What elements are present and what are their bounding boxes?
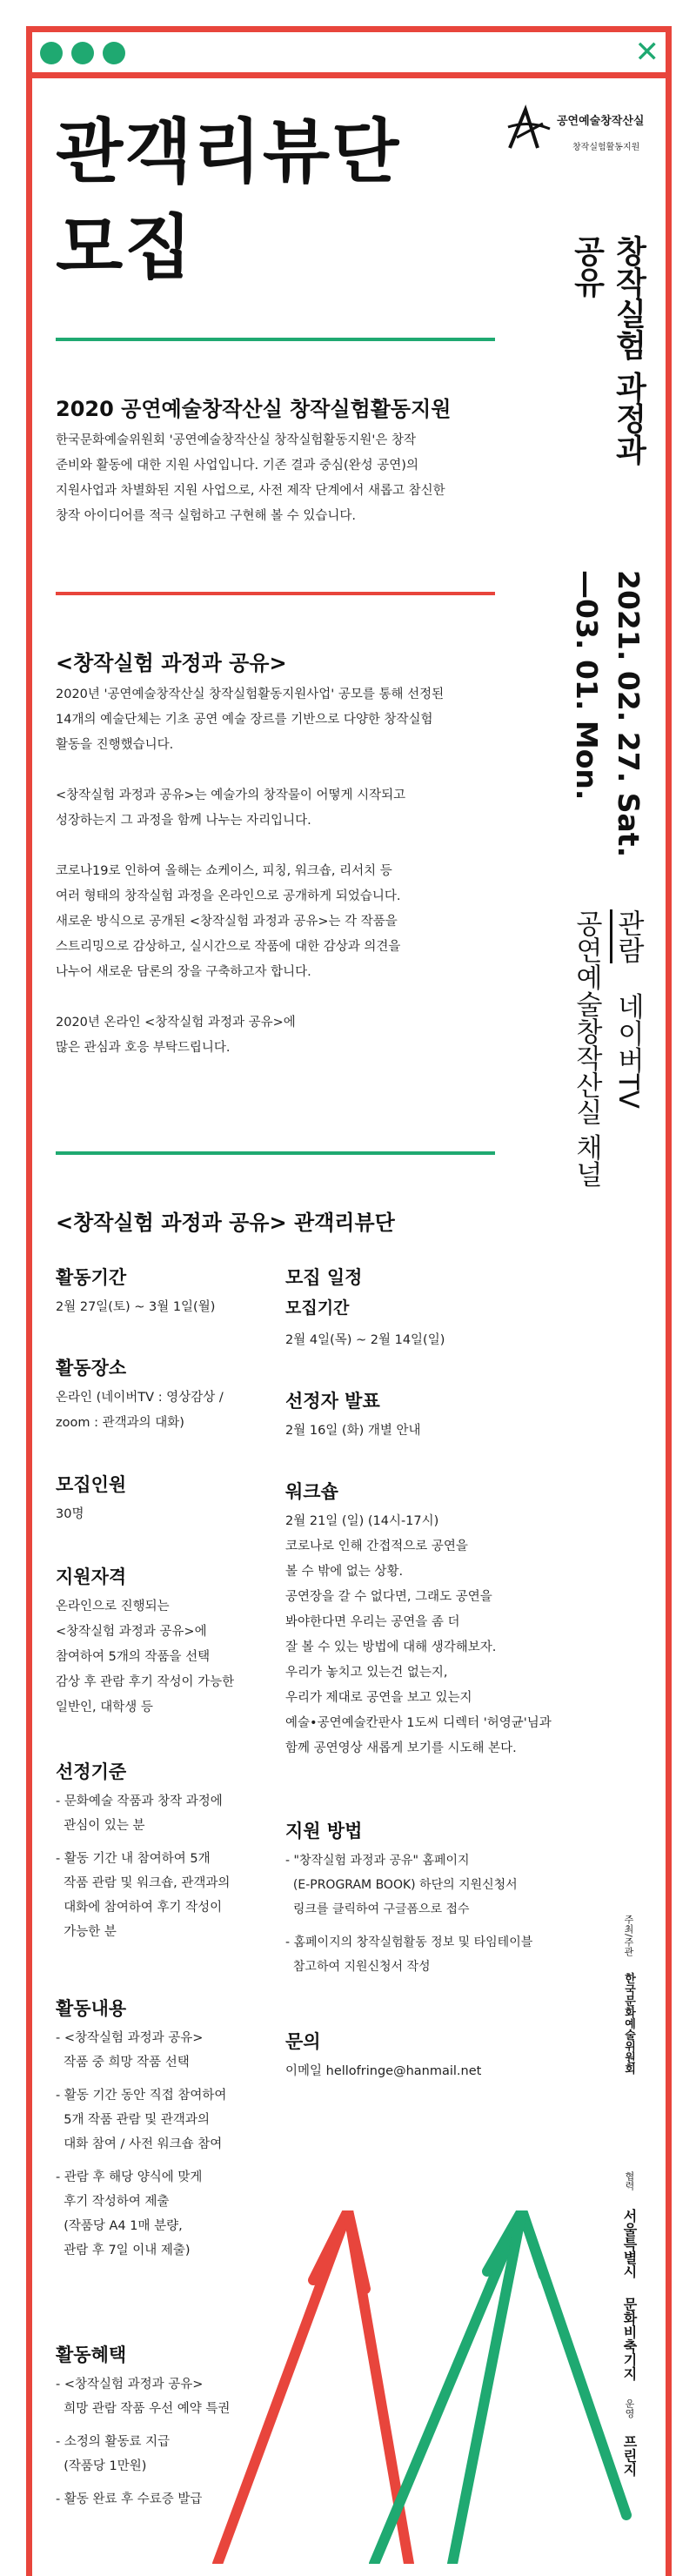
logo — [505, 103, 652, 164]
operate-name: 프린지 — [621, 2434, 638, 2477]
text-line: 지원사업과 차별화된 지원 사업으로, 사전 제작 단계에서 새롭고 참신한 — [56, 484, 445, 498]
host-vertical — [619, 1915, 637, 2075]
list-item — [285, 1930, 564, 1979]
qualify-value — [56, 1594, 234, 1721]
people-label: 모집인원 — [56, 1474, 127, 1495]
text-line: 여러 형태의 창작실험 과정을 온라인으로 공개하게 되었습니다. — [56, 889, 401, 903]
text-line: 2월 21일 (일) (14시-17시) — [285, 1514, 439, 1528]
operate-label: 운영 — [624, 2398, 635, 2418]
period-label: 활동기간 — [56, 1267, 127, 1288]
text-line — [56, 758, 508, 783]
watch-vertical — [609, 909, 647, 1109]
text-line: - 활동 완료 후 수료증 발급 — [56, 2492, 203, 2506]
text-line: 14개의 예술단체는 기초 공연 예술 장르를 기반으로 다양한 창작실험 — [56, 713, 433, 727]
logo-sub: 창작실험활동지원 — [572, 143, 640, 152]
place-value — [56, 1385, 224, 1436]
logo-icon — [505, 103, 553, 155]
text-line: (E-PROGRAM BOOK) 하단의 지원신청서 — [285, 1878, 518, 1892]
text-line: 잘 볼 수 있는 방법에 대해 생각해보자. — [285, 1640, 497, 1654]
divider — [56, 592, 495, 595]
intro-body — [56, 428, 508, 529]
text-line: 성장하는지 그 과정을 함께 나누는 자리입니다. — [56, 814, 311, 828]
text-line: - "창작실험 과정과 공유" 홈페이지 — [285, 1854, 470, 1868]
watch-line: 네이버TV — [612, 992, 644, 1109]
text-line: 창작 아이디어를 적극 실험하고 구현해 볼 수 있습니다. — [56, 509, 357, 523]
apply-label: 지원 방법 — [285, 1821, 363, 1841]
qualify-label: 지원자격 — [56, 1566, 127, 1587]
text-line: 대화에 참여하여 후기 작성이 — [56, 1901, 223, 1915]
text-line: 일반인, 대학생 등 — [56, 1701, 153, 1714]
text-line: 후기 작성하여 제출 — [56, 2195, 170, 2209]
text-line: 봐야한다면 우리는 공연을 좀 더 — [285, 1615, 460, 1629]
text-line: 공연장을 갈 수 없다면, 그래도 공연을 — [285, 1590, 492, 1604]
period-value: 2월 27일(토) ~ 3월 1일(월) — [56, 1300, 216, 1314]
contact-label: 문의 — [285, 2031, 321, 2052]
date-vertical — [609, 570, 647, 857]
divider — [56, 1151, 495, 1155]
benefit-label: 활동혜택 — [56, 2345, 127, 2365]
recruit-heading: <창작실험 과정과 공유> 관객리뷰단 — [56, 1211, 395, 1235]
text-line: 감상 후 관람 후기 작성이 가능한 — [56, 1675, 235, 1689]
headline-vertical — [567, 235, 606, 298]
text-line: 2020년 온라인 <창작실험 과정과 공유>에 — [56, 1016, 296, 1030]
text-line — [56, 834, 508, 859]
text-line: 활동을 진행했습니다. — [56, 738, 174, 752]
text-line: 코로나19로 인하여 올해는 쇼케이스, 피칭, 워크숍, 리서치 등 — [56, 864, 392, 878]
arrows-decoration — [0, 2210, 696, 2564]
text-line: 참고하여 지원신청서 작성 — [285, 1960, 431, 1974]
people-value: 30명 — [56, 1507, 84, 1521]
text-line: - 문화예술 작품과 창작 과정에 — [56, 1794, 223, 1808]
announce-label: 선정자 발표 — [285, 1391, 380, 1412]
text-line: 나누어 새로운 담론의 장을 구축하고자 합니다. — [56, 965, 311, 979]
partner-name: 서울특별시 — [621, 2209, 638, 2279]
text-line: 작품 관람 및 워크숍, 관객과의 — [56, 1876, 231, 1890]
text-line: 우리가 제대로 공연을 보고 있는지 — [285, 1691, 472, 1705]
text-line: <창작실험 과정과 공유>에 — [56, 1625, 207, 1639]
page-title — [56, 104, 400, 296]
title-line: 모집 — [56, 207, 194, 288]
partner-label: 협력 — [624, 2171, 635, 2190]
text-line: 스트리밍으로 감상하고, 실시간으로 작품에 대한 감상과 의견을 — [56, 940, 401, 954]
text-line: - 홈페이지의 창작실험활동 정보 및 타임테이블 — [285, 1935, 533, 1949]
text-line: 우리가 놓치고 있는건 없는지, — [285, 1666, 448, 1680]
text-line: 5개 작품 관람 및 관객과의 — [56, 2113, 210, 2127]
schedule-value: 2월 4일(목) ~ 2월 14일(일) — [285, 1333, 445, 1347]
host-label: 주최/주관 — [623, 1915, 634, 1956]
date-vertical — [567, 570, 606, 800]
schedule-label: 모집 일정 — [285, 1267, 363, 1288]
criteria-list — [56, 1789, 273, 1953]
contact-email[interactable]: 이메일 hellofringe@hanmail.net — [285, 2064, 482, 2078]
text-line — [56, 985, 508, 1010]
text-line: 준비와 활동에 대한 지원 사업입니다. 기존 결과 중심(완성 공연)의 — [56, 459, 418, 473]
divider — [56, 338, 495, 341]
text-line: 2020년 '공연예술창작산실 창작실험활동지원사업' 공모를 통해 선정된 — [56, 688, 445, 701]
text-line: 새로운 방식으로 공개된 <창작실험 과정과 공유>는 각 작품을 — [56, 915, 398, 929]
text-line: 많은 관심과 호응 부탁드립니다. — [56, 1041, 231, 1055]
list-item — [56, 1789, 273, 1838]
window-titlebar — [26, 26, 672, 78]
text-line: - 활동 기간 동안 직접 참여하여 — [56, 2089, 227, 2103]
watch-vertical — [567, 909, 606, 1188]
text-line: 희망 관람 작품 우선 예약 특권 — [56, 2402, 231, 2416]
place-label: 활동장소 — [56, 1358, 127, 1379]
dot-icon — [71, 42, 94, 64]
logo-org: 공연예술창작산실 — [557, 115, 645, 128]
text-line: 볼 수 밖에 없는 상황. — [285, 1565, 404, 1579]
criteria-label: 선정기준 — [56, 1761, 127, 1782]
workshop-body — [285, 1509, 564, 1761]
workshop-label: 워크숍 — [285, 1481, 338, 1502]
announce-value: 2월 16일 (화) 개별 안내 — [285, 1424, 421, 1438]
dot-icon — [40, 42, 63, 64]
list-item — [285, 1848, 564, 1922]
about-body — [56, 682, 508, 1061]
close-icon[interactable]: ✕ — [634, 35, 659, 70]
text-line: - <창작실험 과정과 공유> — [56, 2031, 204, 2045]
text-line: 코로나로 인해 간접적으로 공연을 — [285, 1540, 468, 1553]
watch-label: 관람 — [610, 909, 644, 963]
title-line: 관객리뷰단 — [56, 111, 401, 192]
dot-icon — [103, 42, 125, 64]
text-line: (작품당 A4 1매 분량, — [56, 2219, 183, 2233]
text-line: 링크를 클릭하여 구글폼으로 접수 — [285, 1902, 470, 1916]
host-name: 한국문화예술위원회 — [622, 1972, 635, 2075]
text-line: 관심이 있는 분 — [56, 1819, 145, 1833]
text-line: 예술•공연예술칸판사 1도씨 디렉터 '허영균'님과 — [285, 1716, 552, 1730]
text-line: - 활동 기간 내 참여하여 5개 — [56, 1852, 211, 1866]
text-line: 온라인으로 진행되는 — [56, 1600, 170, 1613]
date-line: —03. 01. Mon. — [570, 570, 604, 801]
text-line: 온라인 (네이버TV : 영상감상 / — [56, 1391, 224, 1405]
watch-line: 공연예술창작산실 채널 — [571, 909, 602, 1188]
intro-heading: 2020 공연예술창작산실 창작실험활동지원 — [56, 397, 452, 421]
text-line: (작품당 1만원) — [56, 2459, 147, 2473]
text-line: zoom : 관객과의 대화) — [56, 1416, 184, 1430]
text-line: 함께 공연영상 새롭게 보기를 시도해 본다. — [285, 1741, 517, 1755]
list-item — [56, 1847, 273, 1944]
text-line: 가능한 분 — [56, 1925, 117, 1939]
list-item — [56, 2083, 273, 2157]
activity-label: 활동내용 — [56, 1998, 127, 2019]
text-line: - 관람 후 해당 양식에 맞게 — [56, 2170, 203, 2184]
schedule-sub-label: 모집기간 — [285, 1298, 350, 1318]
text-line: - <창작실험 과정과 공유> — [56, 2378, 204, 2392]
text-line: 관람 후 7일 이내 제출) — [56, 2244, 191, 2257]
text-line: 참여하여 5개의 작품을 선택 — [56, 1650, 211, 1664]
text-line: 한국문화예술위원회 '공연예술창작산실 창작실험활동지원'은 창작 — [56, 433, 416, 447]
text-line: <창작실험 과정과 공유>는 예술가의 창작물이 어떻게 시작되고 — [56, 788, 406, 802]
text-line: 작품 중 희망 작품 선택 — [56, 2056, 190, 2070]
date-line: 2021. 02. 27. Sat. — [612, 570, 646, 858]
text-line: - 소정의 활동료 지급 — [56, 2435, 171, 2449]
list-item — [56, 2026, 273, 2075]
about-heading: <창작실험 과정과 공유> — [56, 651, 287, 675]
apply-list — [285, 1848, 564, 1988]
headline-vertical — [609, 235, 647, 466]
headline-line: 창작실험 과정과 — [611, 235, 646, 466]
partner-name: 문화비축기지 — [621, 2297, 638, 2381]
text-line: 대화 참여 / 사전 워크숍 참여 — [56, 2137, 223, 2151]
headline-line: 공유 — [569, 235, 605, 298]
